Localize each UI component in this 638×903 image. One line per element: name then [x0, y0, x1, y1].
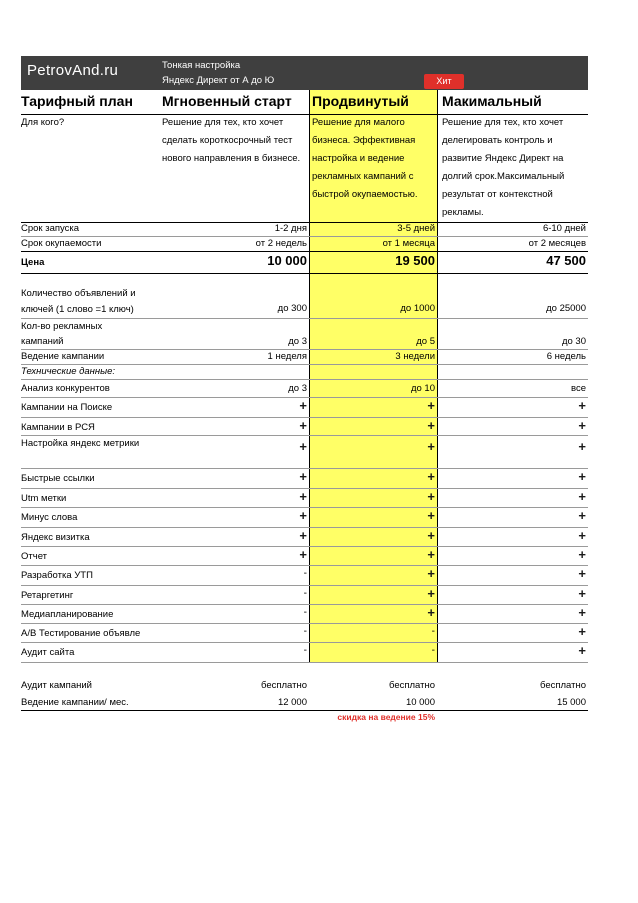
price-v3: 47 500 — [546, 253, 586, 268]
feature-label: Кампании в РСЯ — [21, 422, 95, 433]
who-advanced: Решение для малого бизнеса. Эффективная настройка и ведение рекламных кампаний с быстрой окупаемостью. — [312, 117, 418, 200]
feature-row — [21, 398, 588, 418]
included-mark: + — [578, 566, 586, 581]
table-row-payback — [21, 237, 588, 252]
excluded-mark: - — [431, 626, 435, 637]
excluded-mark: - — [303, 568, 307, 579]
banner-subtitle-line2: Яндекс Директ от А до Ю — [162, 75, 275, 86]
manage-v1: 1 неделя — [267, 351, 307, 362]
footer-monthly-row — [21, 696, 588, 711]
included-mark: + — [578, 547, 586, 562]
included-mark: + — [427, 439, 435, 454]
feature-row — [21, 586, 588, 605]
included-mark: + — [427, 605, 435, 620]
included-mark: + — [299, 469, 307, 484]
price-label: Цена — [21, 257, 45, 268]
excluded-mark: - — [303, 607, 307, 618]
included-mark: + — [427, 547, 435, 562]
included-mark: + — [299, 508, 307, 523]
banner-subtitle-line1: Тонкая настройка — [162, 60, 241, 71]
payback-label: Срок окупаемости — [21, 238, 102, 249]
launch-v1: 1-2 дня — [274, 223, 307, 234]
feature-label: Отчет — [21, 551, 48, 562]
feature-row — [21, 508, 588, 528]
included-mark: + — [299, 418, 307, 433]
launch-label: Срок запуска — [21, 223, 80, 234]
included-mark: + — [427, 528, 435, 543]
header-banner — [21, 56, 588, 90]
included-mark: + — [299, 528, 307, 543]
included-mark: + — [578, 489, 586, 504]
hit-badge: Хит — [424, 74, 464, 89]
footer-audit-v2: бесплатно — [388, 680, 435, 691]
feature-label: Ретаргетинг — [21, 590, 74, 601]
who-instant-start: Решение для тех, кто хочет сделать короткосрочный тест нового направления в бизнесе. — [162, 117, 301, 164]
feature-row — [21, 528, 588, 547]
table-row-ads — [21, 274, 588, 319]
ads-label-line1: Количество объявлений и — [21, 288, 136, 299]
competitors-label: Анализ конкурентов — [21, 383, 110, 394]
table-header-row — [21, 90, 588, 115]
feature-label: A/B Тестирование объявле — [21, 628, 141, 639]
ads-v3: до 25000 — [546, 303, 586, 314]
tech-heading: Технические данные: — [21, 366, 116, 377]
included-mark: + — [578, 586, 586, 601]
manage-label: Ведение кампании — [21, 351, 105, 362]
price-v2: 19 500 — [395, 253, 435, 268]
excluded-mark: - — [303, 626, 307, 637]
included-mark: + — [427, 398, 435, 413]
feature-label: Кампании на Поиске — [21, 402, 113, 413]
feature-label: Разработка УТП — [21, 570, 93, 581]
who-maximal: Решение для тех, кто хочет делегировать контроль и развитие Яндекс Директ на долгий срок.Максимальный результат от контекстной рекламы. — [442, 117, 565, 218]
footer-monthly-v3: 15 000 — [556, 697, 586, 708]
price-v1: 10 000 — [267, 253, 307, 268]
included-mark: + — [427, 566, 435, 581]
table-row-campaigns — [21, 319, 588, 350]
footer-monthly-v2: 10 000 — [405, 697, 435, 708]
campaigns-label-line1: Кол-во рекламных — [21, 321, 103, 332]
feature-label: Быстрые ссылки — [21, 473, 95, 484]
payback-v2: от 1 месяца — [382, 238, 435, 249]
who-label: Для кого? — [21, 117, 65, 128]
banner-subtitle — [162, 58, 274, 88]
included-mark: + — [578, 605, 586, 620]
table-row-who — [21, 114, 588, 223]
table-row-price — [21, 252, 588, 274]
included-mark: + — [427, 586, 435, 601]
footer-audit-label: Аудит кампаний — [21, 680, 92, 691]
manage-v2: 3 недели — [395, 351, 435, 362]
payback-v1: от 2 недель — [255, 238, 307, 249]
header-maximal: Макимальный — [442, 93, 542, 109]
included-mark: + — [578, 418, 586, 433]
included-mark: + — [299, 547, 307, 562]
included-mark: + — [578, 624, 586, 639]
ads-v2: до 1000 — [400, 303, 435, 314]
feature-label: Яндекс визитка — [21, 532, 90, 543]
included-mark: + — [578, 469, 586, 484]
feature-row — [21, 436, 588, 469]
included-mark: + — [578, 643, 586, 658]
manage-v3: 6 недель — [546, 351, 586, 362]
included-mark: + — [299, 398, 307, 413]
excluded-mark: - — [431, 645, 435, 656]
footer-audit-v1: бесплатно — [260, 680, 307, 691]
feature-label: Медиапланирование — [21, 609, 114, 620]
header-plan: Тарифный план — [21, 93, 133, 109]
feature-row — [21, 566, 588, 586]
feature-label: Минус слова — [21, 512, 78, 523]
included-mark: + — [578, 528, 586, 543]
feature-row — [21, 624, 588, 643]
footer-monthly-v1: 12 000 — [277, 697, 307, 708]
feature-row — [21, 469, 588, 489]
footer-audit-v3: бесплатно — [539, 680, 586, 691]
competitors-v2: до 10 — [410, 383, 435, 394]
feature-label: Utm метки — [21, 493, 67, 504]
discount-note: скидка на ведение 15% — [337, 712, 435, 722]
included-mark: + — [578, 508, 586, 523]
campaigns-v1: до 3 — [288, 336, 307, 347]
included-mark: + — [299, 489, 307, 504]
excluded-mark: - — [303, 645, 307, 656]
campaigns-label — [21, 319, 160, 349]
ads-label-line2: ключей (1 слово =1 ключ) — [21, 304, 134, 315]
feature-row — [21, 418, 588, 436]
table-row-tech-heading — [21, 365, 588, 380]
ads-v1: до 300 — [277, 303, 307, 314]
feature-row — [21, 643, 588, 663]
feature-label: Настройка яндекс метрики — [21, 438, 140, 449]
campaigns-v3: до 30 — [561, 336, 586, 347]
table-row-launch — [21, 222, 588, 237]
included-mark: + — [427, 508, 435, 523]
launch-v3: 6-10 дней — [542, 223, 586, 234]
feature-row — [21, 605, 588, 624]
feature-row — [21, 547, 588, 566]
included-mark: + — [578, 398, 586, 413]
included-mark: + — [427, 418, 435, 433]
ads-label — [21, 286, 160, 318]
included-mark: + — [427, 489, 435, 504]
payback-v3: от 2 месяцев — [528, 238, 586, 249]
competitors-v1: до 3 — [288, 383, 307, 394]
table-row-competitors — [21, 380, 588, 398]
feature-row — [21, 489, 588, 508]
included-mark: + — [427, 469, 435, 484]
footer-audit-row — [21, 679, 588, 693]
excluded-mark: - — [303, 588, 307, 599]
included-mark: + — [578, 439, 586, 454]
feature-label: Аудит сайта — [21, 647, 75, 658]
launch-v2: 3-5 дней — [397, 223, 435, 234]
campaigns-v2: до 5 — [416, 336, 435, 347]
footer-monthly-label: Ведение кампании/ мес. — [21, 697, 129, 708]
header-instant-start: Мгновенный старт — [162, 93, 292, 109]
table-row-manage — [21, 350, 588, 365]
site-logo: PetrovAnd.ru — [27, 62, 119, 79]
competitors-v3: все — [571, 383, 586, 394]
campaigns-label-line2: кампаний — [21, 336, 64, 347]
header-advanced: Продвинутый — [312, 93, 409, 109]
included-mark: + — [299, 439, 307, 454]
